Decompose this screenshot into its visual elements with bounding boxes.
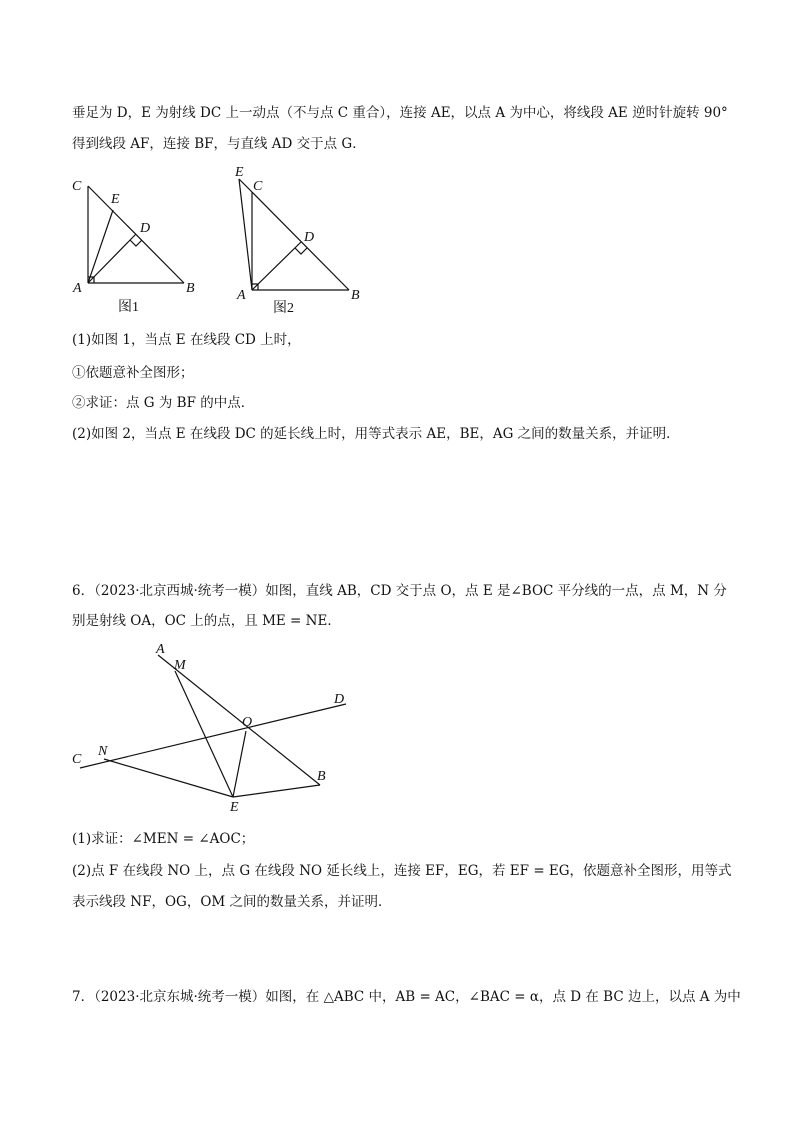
p6-figure (60, 635, 360, 820)
fig1-segment-AD (88, 234, 136, 283)
fig-label-M: M (174, 658, 186, 673)
fig2-segment-EA (239, 179, 252, 290)
fig1-label-D: D (140, 221, 151, 236)
fig1-label-E: E (111, 192, 120, 207)
fig-label-A: A (156, 642, 165, 657)
fig2-label-E: E (235, 165, 244, 180)
p5-figure1 (60, 170, 210, 320)
fig1-label-B: B (186, 281, 195, 296)
fig1-right-angle-D (130, 240, 142, 246)
fig2-label-C: C (253, 179, 263, 194)
p5-q1-part1: ①依题意补全图形； (72, 365, 194, 381)
fig-segment-NE (104, 759, 233, 797)
p5-q1: (1)如图 1，当点 E 在线段 CD 上时， (72, 332, 301, 348)
fig-segment-ME (175, 671, 233, 797)
p6-text-line1: 6．（2023·北京西城·统考一模）如图，直线 AB，CD 交于点 O，点 E 是∠BOC 平分线的一点，点 M，N 分 (72, 583, 727, 599)
p6-q2-line2: 表示线段 NF，OG，OM 之间的数量关系，并证明． (72, 894, 392, 910)
fig2-caption: 图2 (273, 301, 294, 316)
fig-label-B: B (317, 769, 326, 784)
fig2-label-B: B (351, 288, 360, 303)
fig2-segment-AD (252, 242, 301, 290)
p6-text-line2: 别是射线 OA，OC 上的点，且 ME = NE． (72, 613, 341, 629)
fig-label-O: O (242, 715, 253, 730)
fig-label-D: D (334, 692, 345, 707)
p5-text-line2: 得到线段 AF，连接 BF，与直线 AD 交于点 G． (72, 136, 366, 152)
fig1-label-A: A (73, 281, 82, 296)
p5-q1-part2: ②求证：点 G 为 BF 的中点． (72, 395, 255, 411)
fig-label-C: C (72, 752, 82, 767)
fig-segment-EB (233, 785, 320, 797)
fig-segment-OE (233, 731, 246, 797)
fig1-segment-AE (88, 210, 113, 283)
fig-line-CD (80, 704, 346, 768)
p7-text-line1: 7．（2023·北京东城·统考一模）如图，在 △ABC 中，AB = AC，∠BAC = α，点 D 在 BC 边上，以点 A 为中 (72, 989, 741, 1005)
fig1-label-C: C (72, 179, 82, 194)
fig2-label-A: A (237, 288, 246, 303)
fig-label-N: N (98, 744, 108, 759)
p5-q2: (2)如图 2，当点 E 在线段 DC 的延长线上时，用等式表示 AE，BE，AG 之间的数量关系，并证明． (72, 426, 680, 442)
p5-text-line1: 垂足为 D，E 为射线 DC 上一动点（不与点 C 重合），连接 AE，以点 A 为中心，将线段 AE 逆时针旋转 90° (72, 105, 728, 121)
fig1-caption: 图1 (118, 300, 139, 315)
fig2-segment-EC (239, 179, 252, 192)
p6-q2-line1: (2)点 F 在线段 NO 上，点 G 在线段 NO 延长线上，连接 EF，EG，若 EF = EG，依题意补全图形，用等式 (72, 863, 732, 879)
fig-label-E: E (230, 800, 239, 815)
fig2-right-angle-D (295, 248, 307, 254)
fig2-label-D: D (304, 230, 315, 245)
p6-q1: (1)求证：∠MEN = ∠AOC； (72, 831, 255, 847)
p5-figure2 (225, 162, 375, 322)
